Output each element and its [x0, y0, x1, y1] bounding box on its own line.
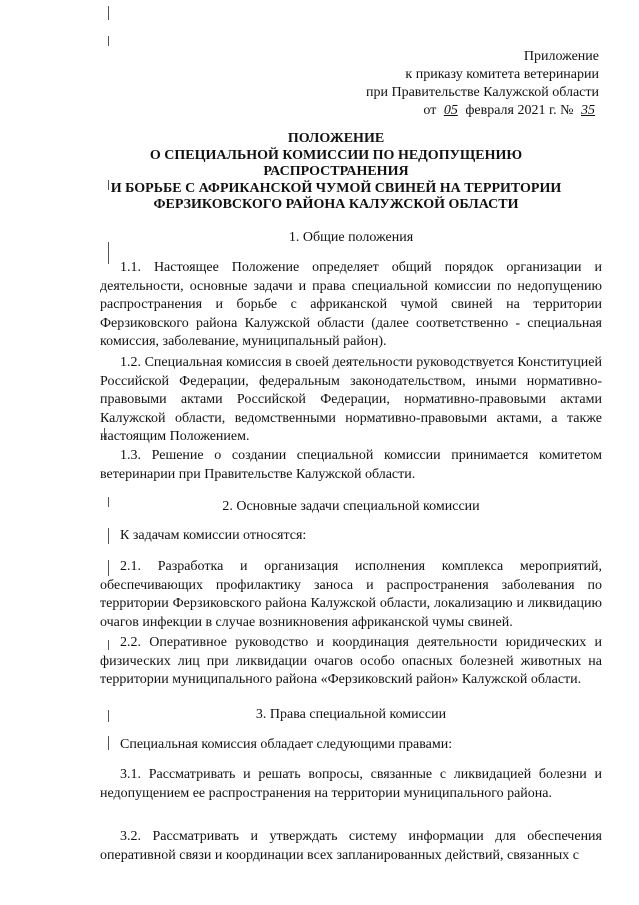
scan-mark: [108, 36, 109, 46]
paragraph: 2.2. Оперативное руководство и координация деятельности юридических и физических лиц при ликвидации очагов особо опасных болезней животных на территории муниципального района «Ферзиковский район» Калужской области.: [100, 635, 602, 688]
scan-mark: [108, 6, 109, 20]
appendix-block: [299, 48, 599, 120]
paragraph: 3.1. Рассматривать и решать вопросы, связанные с ликвидацией болезни и недопущением ее распространения на территории муниципального района.: [100, 767, 602, 801]
paragraph: 3.2. Рассматривать и утверждать систему информации для обеспечения оперативной связи и координации всех запланированных действий, связанных с: [100, 829, 602, 863]
title-line: ФЕРЗИКОВСКОГО РАЙОНА КАЛУЖСКОЙ ОБЛАСТИ: [153, 197, 519, 212]
order-number: 35: [581, 103, 595, 118]
section-heading: 2. Основные задачи специальной комиссии: [222, 499, 480, 514]
date-day: 05: [443, 103, 458, 118]
paragraph: 1.2. Специальная комиссия в своей деятельности руководствуется Конституцией Российской Федерации, федеральным законодательством, иными нормативно-правовыми актами Российской Федерации, нормативно-правовыми актами Калужской области, ведомственными нормативно-правовыми актами, а также настоящим Положением.: [100, 355, 602, 445]
appendix-date-line: [299, 102, 599, 120]
appendix-title: Приложение: [523, 49, 599, 64]
section-heading: 3. Права специальной комиссии: [255, 707, 447, 722]
title-line: ПОЛОЖЕНИЕ: [287, 131, 385, 146]
appendix-authority: при Правительстве Калужской области: [366, 85, 599, 100]
paragraph: К задачам комиссии относятся:: [120, 528, 307, 543]
section-heading: 1. Общие положения: [288, 230, 414, 245]
title-line: О СПЕЦИАЛЬНОЙ КОМИССИИ ПО НЕДОПУЩЕНИЮ: [149, 147, 523, 163]
title-line: РАСПРОСТРАНЕНИЯ: [263, 164, 409, 179]
paragraph: 2.1. Разработка и организация исполнения комплекса мероприятий, обеспечивающих профилактику заноса и распространения заболевания по территории Ферзиковского района Калужской области, локализацию и ликвидацию очагов инфекции в случае возникновения африканской чумы свиней.: [100, 559, 602, 630]
date-prefix: от: [423, 103, 437, 118]
appendix-order-ref: к приказу комитета ветеринарии: [405, 67, 599, 82]
title-line: И БОРЬБЕ С АФРИКАНСКОЙ ЧУМОЙ СВИНЕЙ НА ТЕРРИТОРИИ: [110, 180, 562, 196]
paragraph: 1.3. Решение о создании специальной комиссии принимается комитетом ветеринарии при Правительстве Калужской области.: [100, 448, 602, 482]
paragraph: Специальная комиссия обладает следующими правами:: [120, 737, 453, 752]
document-title: [60, 131, 612, 214]
date-rest: февраля 2021 г. №: [465, 103, 574, 118]
paragraph: 1.1. Настоящее Положение определяет общий порядок организации и деятельности, основные задачи и права специальной комиссии по недопущению распространения и борьбе с африканской чумой свиней на территории Ферзиковского района Калужской области (далее соответственно - специальная комиссия, заболевание, муниципальный район).: [100, 260, 602, 350]
